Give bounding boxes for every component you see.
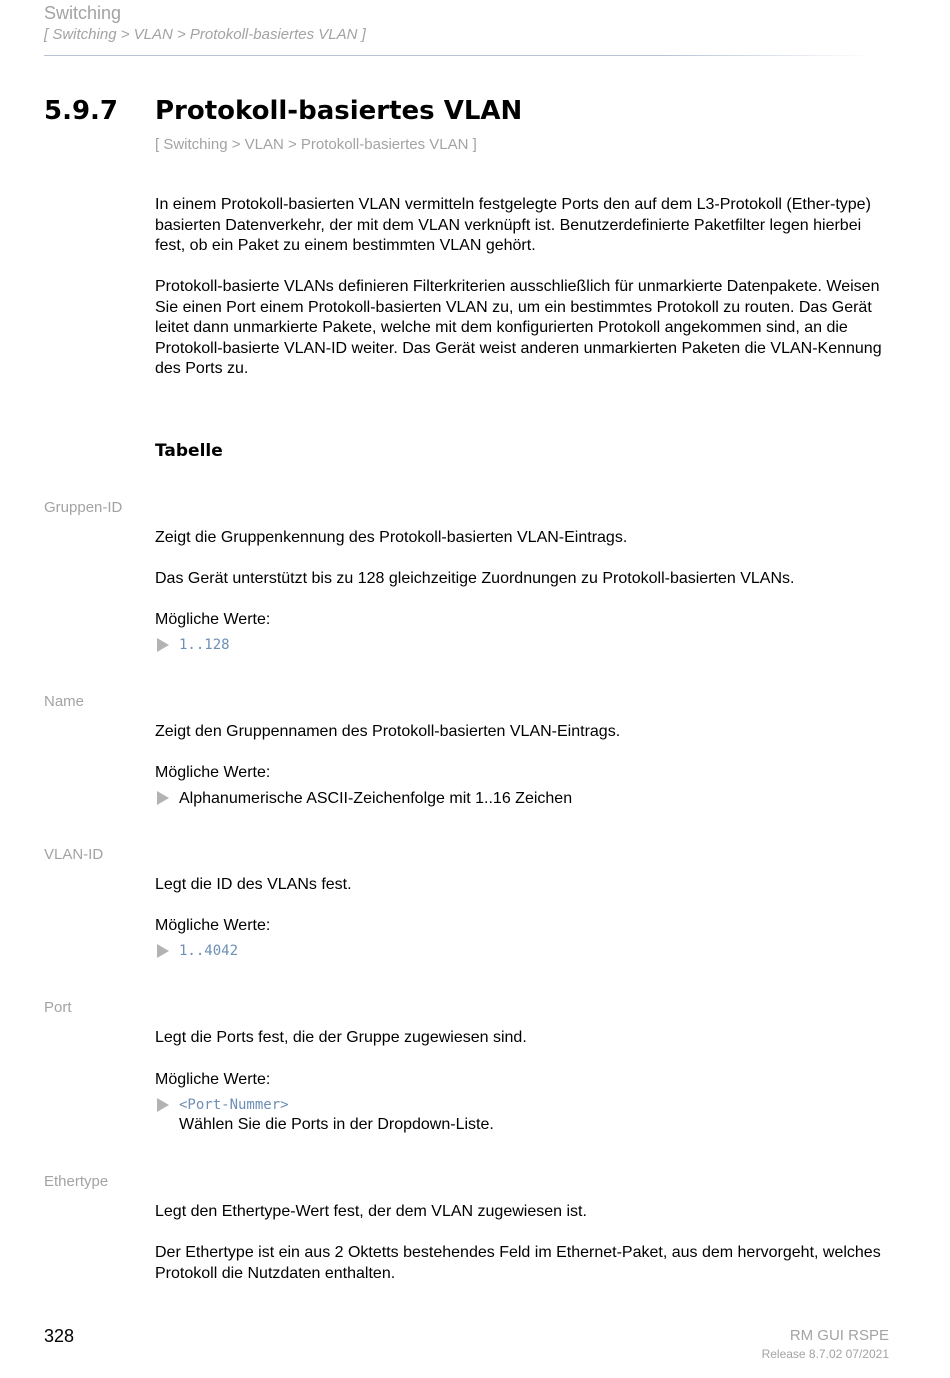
intro-paragraph-2: Protokoll-basierte VLANs definieren Filterkriterien ausschließlich für unmarkierte Datenpakete. Weisen Sie einen Port einem Protokoll-basierten VLAN zu, um ein bestimmtes Protokoll zu routen. Das Gerät leitet dann unmarkierte Pakete, welche mit dem konfigurierten Protokoll angekommen sind, an die Protokoll-basierte VLAN-ID weiter. Das Gerät weist anderen unmarkierten Paketen die VLAN-Kennung des Ports zu. (155, 278, 882, 377)
port-value-note: Wählen Sie die Ports in der Dropdown-Liste. (179, 1116, 494, 1133)
name-description: Zeigt den Gruppennamen des Protokoll-basierten VLAN-Eintrags. (155, 723, 621, 740)
footer-document-id: RM GUI RSPE (789, 1327, 889, 1344)
section-number: 5.9.7 (44, 96, 119, 126)
intro-paragraph-1: In einem Protokoll-basierten VLAN vermitteln festgelegte Ports den auf dem L3-Protokoll (Ether-type) basierten Datenverkehr, der mit dem VLAN verknüpft ist. Benutzerdefinierte Paketfilter legen hierbei fest, ob ein Paket zu einem bestimmten VLAN gehört. (155, 196, 871, 254)
section-breadcrumb: [ Switching > VLAN > Protokoll-basiertes VLAN ] (155, 136, 477, 153)
name-value: Alphanumerische ASCII-Zeichenfolge mit 1..16 Zeichen (179, 790, 573, 807)
possible-values-label: Mögliche Werte: (155, 1071, 271, 1088)
term-name: Name (44, 693, 85, 710)
term-gruppen-id: Gruppen-ID (44, 499, 123, 516)
running-header-breadcrumb: [ Switching > VLAN > Protokoll-basiertes VLAN ] (44, 26, 366, 43)
possible-values-label: Mögliche Werte: (155, 917, 271, 934)
gruppen-id-description: Zeigt die Gruppenkennung des Protokoll-basierten VLAN-Eintrags. (155, 529, 628, 546)
section-title: Protokoll-basiertes VLAN (155, 96, 523, 126)
possible-values-label: Mögliche Werte: (155, 764, 271, 781)
triangle-right-icon (157, 791, 169, 805)
term-ethertype: Ethertype (44, 1173, 109, 1190)
gruppen-id-note: Das Gerät unterstützt bis zu 128 gleichzeitige Zuordnungen zu Protokoll-basierten VLANs. (155, 570, 795, 587)
vlan-id-description: Legt die ID des VLANs fest. (155, 876, 352, 893)
gruppen-id-value: 1..128 (179, 637, 230, 653)
vlan-id-value: 1..4042 (179, 943, 239, 959)
port-description: Legt die Ports fest, die der Gruppe zugewiesen sind. (155, 1029, 527, 1046)
possible-values-label: Mögliche Werte: (155, 611, 271, 628)
table-heading: Tabelle (155, 441, 223, 461)
page-number: 328 (44, 1326, 75, 1346)
footer-release: Release 8.7.02 07/2021 (761, 1347, 889, 1361)
running-header-title: Switching (44, 3, 122, 23)
term-port: Port (44, 999, 72, 1016)
ethertype-note: Der Ethertype ist ein aus 2 Oktetts bestehendes Feld im Ethernet-Paket, aus dem hervorgeht, welches Protokoll die Nutzdaten enthalten. (155, 1244, 881, 1282)
port-value: <Port-Nummer> (179, 1097, 289, 1113)
term-vlan-id: VLAN-ID (44, 846, 104, 863)
ethertype-description: Legt den Ethertype-Wert fest, der dem VLAN zugewiesen ist. (155, 1203, 587, 1220)
triangle-right-icon (157, 638, 169, 652)
header-divider (44, 55, 874, 56)
triangle-right-icon (157, 944, 169, 958)
triangle-right-icon (157, 1098, 169, 1112)
